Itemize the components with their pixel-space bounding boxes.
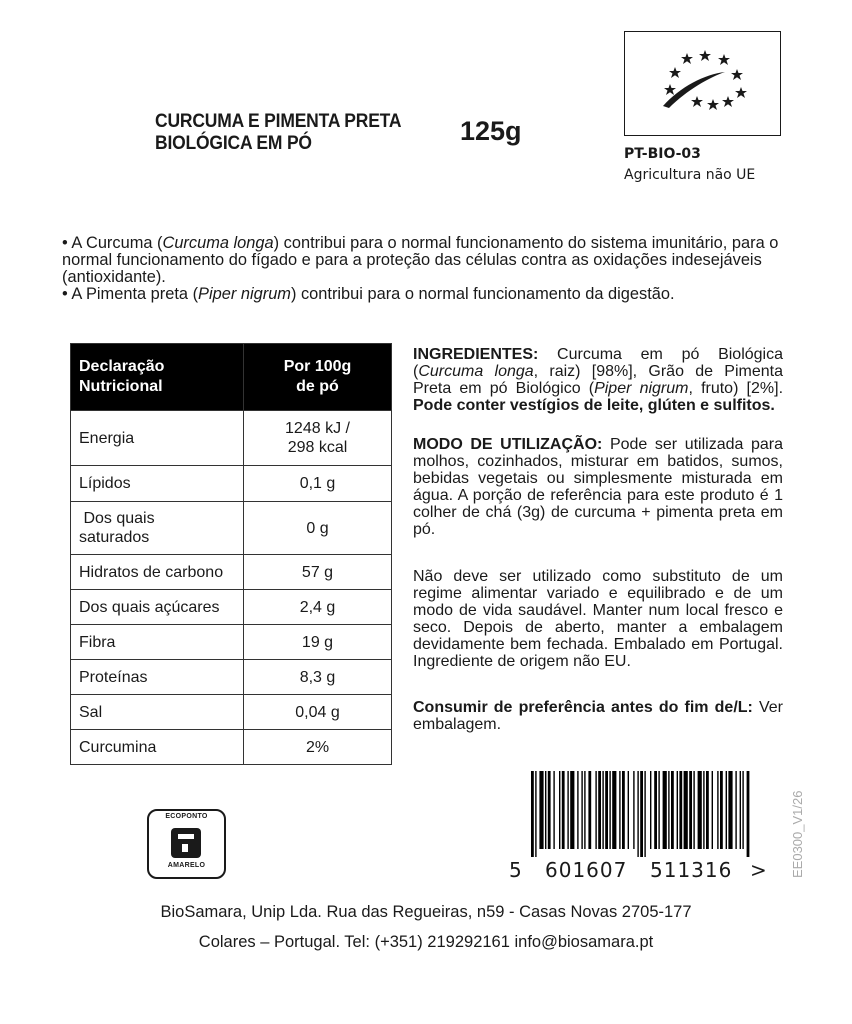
recycling-bin-icon — [167, 826, 207, 860]
table-row — [71, 555, 392, 590]
ecoponto-label-top: ECOPONTO — [165, 813, 208, 820]
eu-organic-logo — [624, 31, 781, 136]
best-before-heading: Consumir de preferência antes do fim de/L: — [413, 699, 753, 716]
footer-contact: Colares – Portugal. Tel: (+351) 219292161 info@biosamara.pt — [198, 933, 654, 951]
nutrient-label: Proteínas — [71, 660, 244, 695]
barcode-bar — [609, 771, 610, 849]
footer-address: BioSamara, Unip Lda. Rua das Regueiras, n59 - Casas Novas 2705-177 — [160, 903, 692, 921]
barcode-bar — [598, 771, 601, 849]
barcode-bar — [567, 771, 568, 849]
barcode-bar — [633, 771, 634, 849]
nutrient-label: Hidratos de carbono — [71, 555, 244, 590]
nutrient-value: 0,1 g — [244, 466, 392, 502]
health-claims — [62, 235, 782, 303]
table-row — [71, 411, 392, 466]
nutrient-label: Dos quais açúcares — [71, 590, 244, 625]
barcode-bar — [619, 771, 620, 849]
table-row — [71, 590, 392, 625]
table-row — [71, 502, 392, 555]
barcode-bar — [612, 771, 616, 849]
barcode-bar — [588, 771, 591, 849]
nutrition-table — [70, 343, 392, 765]
nutrient-label: Fibra — [71, 625, 244, 660]
barcode-bar — [548, 771, 551, 849]
nutrient-label: Lípidos — [71, 466, 244, 502]
barcode-bar — [726, 771, 727, 849]
barcode-bar — [735, 771, 736, 849]
barcode-bar — [602, 771, 603, 849]
eu-organic-leaf-icon — [625, 32, 779, 134]
barcode-bar — [747, 771, 750, 857]
ecoponto-label-bottom: AMARELO — [167, 862, 206, 869]
barcode-first-digit: 5 — [509, 858, 522, 882]
claim-text: ) contribui para o normal funcionamento da digestão. — [290, 285, 675, 303]
usage-section — [413, 436, 783, 538]
nutrient-value: 8,3 g — [244, 660, 392, 695]
bullet: • — [62, 234, 68, 252]
claim-pimenta — [62, 286, 782, 303]
usage-heading: MODO DE UTILIZAÇÃO: — [413, 436, 603, 453]
ingredients-text: Curcuma em pó Biológica ( — [413, 346, 783, 380]
barcode-bar — [693, 771, 694, 849]
claim-curcuma — [62, 235, 782, 286]
cert-code: PT-BIO-03 — [624, 146, 701, 162]
barcode-bar — [679, 771, 682, 849]
barcode-bar — [622, 771, 625, 849]
ingredient-latin-name: Curcuma longa — [418, 363, 534, 380]
product-weight: 125g — [460, 116, 522, 146]
barcode-bar — [545, 771, 546, 849]
barcode-group-1: 601607 — [545, 858, 628, 882]
barcode-bar — [689, 771, 692, 849]
barcode-bar — [658, 771, 659, 849]
claim-latin-name: Curcuma longa — [162, 234, 274, 252]
barcode-group-2: 511316 — [650, 858, 733, 882]
nutrient-value: 2,4 g — [244, 590, 392, 625]
best-before-section — [413, 699, 783, 733]
barcode-bar — [684, 771, 688, 849]
ingredients-text: , raiz) [98%], Grão de Pimenta Preta em pó Biológico ( — [413, 363, 783, 397]
nutrition-header-label: Declaração Nutricional — [71, 344, 244, 411]
barcode-bar — [584, 771, 585, 849]
barcode-bar — [539, 771, 543, 849]
claim-text: A Pimenta preta ( — [67, 285, 199, 303]
barcode-bar — [562, 771, 565, 849]
barcode-bar — [535, 771, 536, 857]
version-code: EE0300_V1/26 — [790, 790, 805, 878]
nutrient-label: Sal — [71, 695, 244, 730]
barcode — [527, 771, 763, 857]
ingredients-heading: INGREDIENTES: — [413, 346, 539, 363]
nutrient-label: Curcumina — [71, 730, 244, 765]
ingredients-text: , fruto) [2%]. — [688, 380, 784, 397]
nutrient-value: 1248 kJ / 298 kcal — [244, 411, 392, 466]
claim-latin-name: Piper nigrum — [198, 285, 291, 303]
barcode-bar — [650, 771, 651, 849]
barcode-bar — [644, 771, 645, 857]
barcode-bar — [712, 771, 713, 849]
barcode-bar — [706, 771, 709, 849]
barcode-bar — [637, 771, 638, 857]
table-row — [71, 695, 392, 730]
nutrient-value: 0,04 g — [244, 695, 392, 730]
nutrient-value: 57 g — [244, 555, 392, 590]
barcode-bar — [581, 771, 582, 849]
claim-text: A Curcuma ( — [67, 234, 163, 252]
allergen-warning: Pode conter vestígios de leite, glúten e sulfitos. — [413, 397, 775, 414]
barcode-bar — [531, 771, 534, 857]
nutrient-label: Dos quais saturados — [71, 502, 244, 555]
barcode-bar — [720, 771, 723, 849]
cert-origin: Agricultura não UE — [624, 167, 756, 183]
table-row — [71, 466, 392, 502]
barcode-bar — [654, 771, 657, 849]
table-row — [71, 730, 392, 765]
claim-text: ) contribui para o normal funcionamento do sistema imunitário, para o normal funcionamento do fígado e para a proteção das células contra as oxidações indesejáveis (antioxidante). — [62, 234, 779, 286]
barcode-bar — [742, 771, 743, 849]
ingredient-latin-name: Piper nigrum — [594, 380, 689, 397]
barcode-bar — [663, 771, 667, 849]
table-row — [71, 625, 392, 660]
table-row — [71, 660, 392, 695]
warning-text: Não deve ser utilizado como substituto de um regime alimentar variado e equilibrado e de um modo de vida saudável. Manter num local fresco e seco. Depois de aberto, manter a embalagem devidamente bem fechada. Embalado em Portugal. Ingrediente de origem não EU. — [413, 568, 783, 670]
nutrient-value: 19 g — [244, 625, 392, 660]
ingredients-section — [413, 346, 783, 414]
product-title-line1: CURCUMA E PIMENTA PRETA — [155, 111, 402, 132]
barcode-bar — [728, 771, 732, 849]
barcode-bar — [628, 771, 629, 849]
nutrition-header-row — [71, 344, 392, 411]
nutrition-header-value: Por 100g de pó — [244, 344, 392, 411]
barcode-bar — [668, 771, 669, 849]
barcode-bar — [671, 771, 674, 849]
barcode-bar — [559, 771, 560, 849]
bullet: • — [62, 285, 68, 303]
barcode-bar — [717, 771, 718, 849]
best-before-text: Ver embalagem. — [413, 699, 784, 733]
barcode-arrow: > — [750, 858, 767, 882]
barcode-bar — [570, 771, 574, 849]
barcode-bar — [703, 771, 704, 849]
barcode-bar — [595, 771, 596, 849]
barcode-bar — [577, 771, 578, 849]
barcode-bar — [677, 771, 678, 849]
product-title — [155, 111, 401, 155]
barcode-bar — [698, 771, 702, 849]
nutrient-value: 2% — [244, 730, 392, 765]
nutrient-label: Energia — [71, 411, 244, 466]
barcode-bar — [640, 771, 643, 857]
barcode-bar — [740, 771, 741, 849]
barcode-bar — [553, 771, 554, 849]
product-title-line2: BIOLÓGICA EM PÓ — [155, 133, 312, 154]
nutrient-value: 0 g — [244, 502, 392, 555]
usage-text: Pode ser utilizada para molhos, cozinhados, misturar em batidos, sumos, bebidas vegetais ou simplesmente misturada em água. A porção de referência para este produto é 1 colher de chá (3g) de curcuma + pimenta preta em pó. — [413, 436, 783, 538]
barcode-bar — [605, 771, 608, 849]
